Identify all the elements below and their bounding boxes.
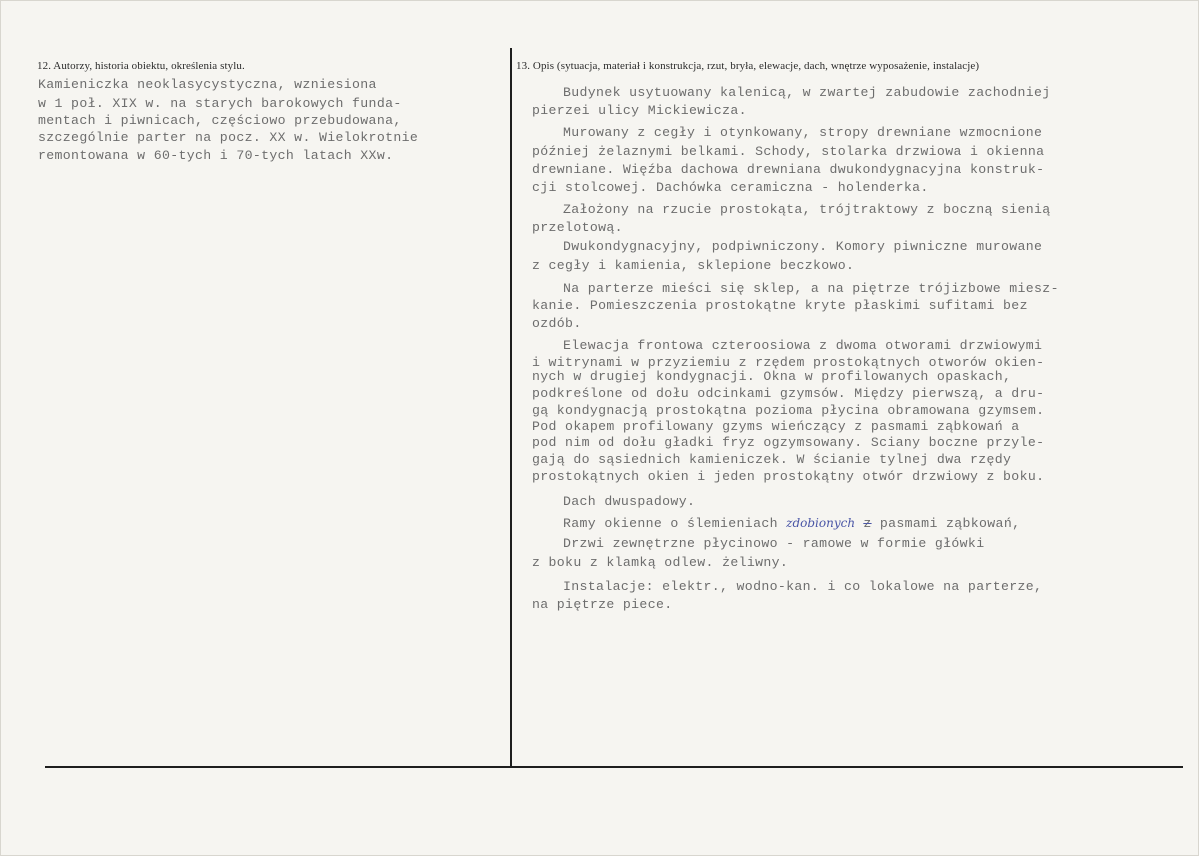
s12-line: remontowana w 60-tych i 70-tych latach XXw. [38,148,394,163]
s13-line: drewniane. Więźba dachowa drewniana dwukondygnacyjna konstruk- [532,162,1045,177]
bottom-rule [45,766,1183,768]
s12-line: mentach i piwnicach, częściowo przebudowana, [38,113,402,128]
s13-line: Dach dwuspadowy. [563,494,696,509]
frames-prefix: Ramy okienne o ślemieniach [563,516,778,531]
s13-line: ozdób. [532,316,582,331]
s13-line: nych w drugiej kondygnacji. Okna w profilowanych opaskach, [532,369,1012,384]
s13-line: podkreślone od dołu odcinkami gzymsów. Między pierwszą, a dru- [532,386,1045,401]
s13-line: i witrynami w przyziemiu z rzędem prostokątnych otworów okien- [532,355,1045,370]
s13-line: Na parterze mieści się sklep, a na piętrze trójizbowe miesz- [563,281,1059,296]
s12-line: szczególnie parter na pocz. XX w. Wielokrotnie [38,130,419,145]
handwritten-correction: zdobionych [786,516,856,530]
s13-line: kanie. Pomieszczenia prostokątne kryte płaskimi sufitami bez [532,298,1028,313]
s13-line: Drzwi zewnętrzne płycinowo - ramowe w formie główki [563,536,985,551]
s13-line: z cegły i kamienia, sklepione beczkowo. [532,258,855,273]
s13-line: prostokątnych okien i jeden prostokątny otwór drzwiowy z boku. [532,469,1045,484]
s13-line: Budynek usytuowany kalenicą, w zwartej zabudowie zachodniej [563,85,1051,100]
s13-line: gają do sąsiednich kamieniczek. W ścianie tylnej dwa rzędy [532,452,1012,467]
s13-line: Elewacja frontowa czteroosiowa z dwoma otworami drzwiowymi [563,338,1043,353]
section-13-heading: 13. Opis (sytuacja, materiał i konstrukcja, rzut, bryła, elewacje, dach, wnętrze wyposażenie, instalacje) [516,60,980,72]
struck-text: z [863,516,872,531]
s12-line: w 1 poł. XIX w. na starych barokowych funda- [38,96,402,111]
s13-frames-line [563,516,1020,531]
s13-line: Instalacje: elektr., wodno-kan. i co lokalowe na parterze, [563,579,1043,594]
s13-line: później żelaznymi belkami. Schody, stolarka drzwiowa i okienna [532,144,1045,159]
s13-line: pierzei ulicy Mickiewicza. [532,103,747,118]
s12-line: Kamieniczka neoklasycystyczna, wzniesiona [38,77,377,92]
s13-line: Założony na rzucie prostokąta, trójtraktowy z boczną sienią [563,202,1051,217]
column-divider [510,48,512,766]
frames-suffix: pasmami ząbkowań, [879,516,1021,531]
s13-line: Dwukondygnacyjny, podpiwniczony. Komory piwniczne murowane [563,239,1043,254]
section-12-heading: 12. Autorzy, historia obiektu, określenia stylu. [37,60,245,72]
s13-line: cji stolcowej. Dachówka ceramiczna - holenderka. [532,180,929,195]
s13-line: Pod okapem profilowany gzyms wieńczący z pasmami ząbkowań a [532,419,1020,434]
s13-line: na piętrze piece. [532,597,673,612]
s13-line: Murowany z cegły i otynkowany, stropy drewniane wzmocnione [563,125,1043,140]
s13-line: z boku z klamką odlew. żeliwny. [532,555,789,570]
s13-line: gą kondygnacją prostokątna pozioma płycina obramowana gzymsem. [532,403,1045,418]
s13-line: pod nim od dołu gładki fryz ogzymsowany. Sciany boczne przyle- [532,435,1045,450]
s13-line: przelotową. [532,220,623,235]
